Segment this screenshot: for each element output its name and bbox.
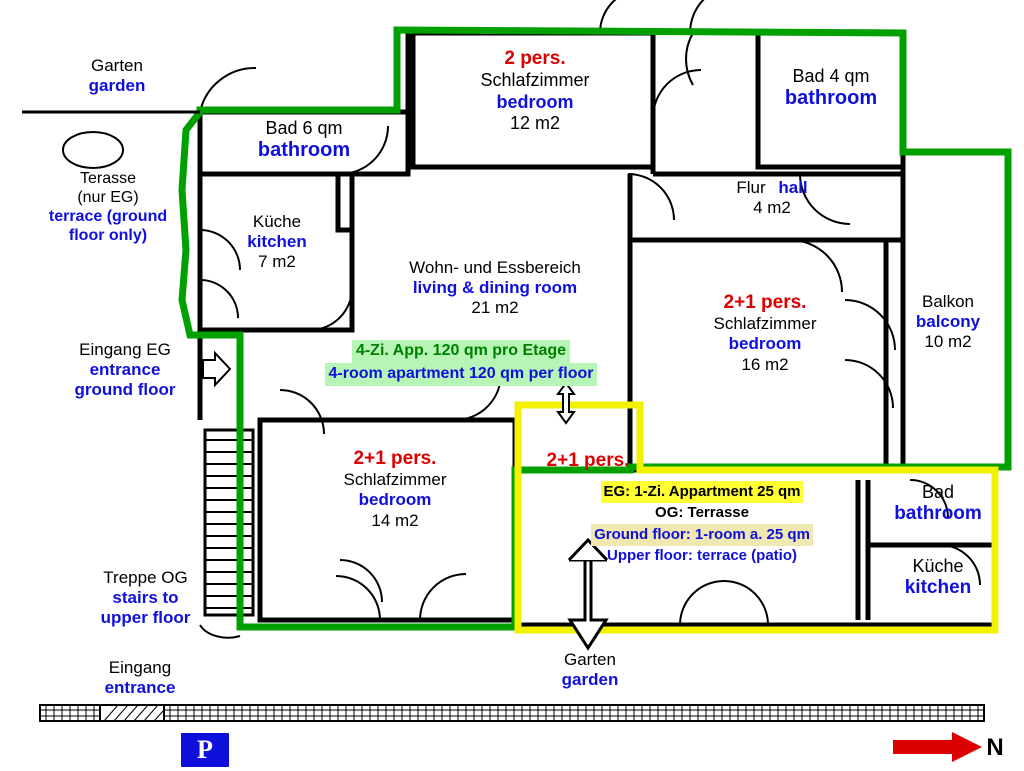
studio-de-2: OG: Terrasse: [655, 504, 749, 522]
apartment-highlight-label: [286, 340, 636, 386]
studio-en-1: Ground floor: 1-room a. 25 qm: [591, 524, 813, 546]
entrance-label: Eingang entrance: [104, 658, 176, 698]
entrance-arrow-icon: [203, 353, 230, 385]
room-kitchen-7: Küche kitchen 7 m2: [247, 212, 307, 272]
room-living-dining: Wohn- und Essbereich living & dining room 21 m2: [409, 258, 581, 318]
hall-de: Flur: [736, 178, 766, 197]
apartment-en: 4-room apartment 120 qm per floor: [325, 363, 598, 386]
room-hall: Flur hall 4 m2: [736, 178, 808, 218]
street-band: [40, 705, 984, 721]
studio-occupancy-label: 2+1 pers.: [546, 450, 630, 471]
room-kitchen-studio: Küche kitchen: [904, 556, 972, 599]
parking-label: P: [197, 735, 213, 764]
room-bath-4: Bad 4 qm bathroom: [784, 66, 878, 110]
terrace-label: Terasse (nur EG) terrace (ground floor only): [48, 170, 168, 244]
parking-sign: [178, 730, 232, 770]
room-bedroom-14: 2+1 pers. Schlafzimmer bedroom 14 m2: [343, 448, 447, 530]
north-label: N: [986, 734, 1004, 761]
garden-top-label: Garten garden: [88, 56, 146, 96]
room-bedroom-16: 2+1 pers. Schlafzimmer bedroom 16 m2: [713, 292, 817, 374]
hall-en: hall: [778, 178, 808, 197]
room-bedroom-2pers: 2 pers. Schlafzimmer bedroom 12 m2: [480, 48, 590, 133]
garden-arrow-icon: [570, 555, 606, 648]
room-bath-6: Bad 6 qm bathroom: [257, 118, 351, 162]
studio-en-2: Upper floor: terrace (patio): [606, 546, 798, 564]
stairs-label: Treppe OG stairs to upper floor: [100, 568, 191, 628]
entrance-ground-floor-label: Eingang EG entrance ground floor: [74, 340, 176, 400]
north-arrow-icon: [893, 732, 982, 762]
studio-de-1: EG: 1-Zi. Appartment 25 qm: [601, 481, 804, 503]
room-balcony: Balkon balcony 10 m2: [915, 292, 981, 352]
apartment-de: 4-Zi. App. 120 qm pro Etage: [352, 340, 570, 363]
garden-bottom-label: Garten garden: [561, 650, 619, 690]
room-bath-studio: Bad bathroom: [894, 482, 982, 525]
studio-highlight-label: [552, 481, 852, 566]
